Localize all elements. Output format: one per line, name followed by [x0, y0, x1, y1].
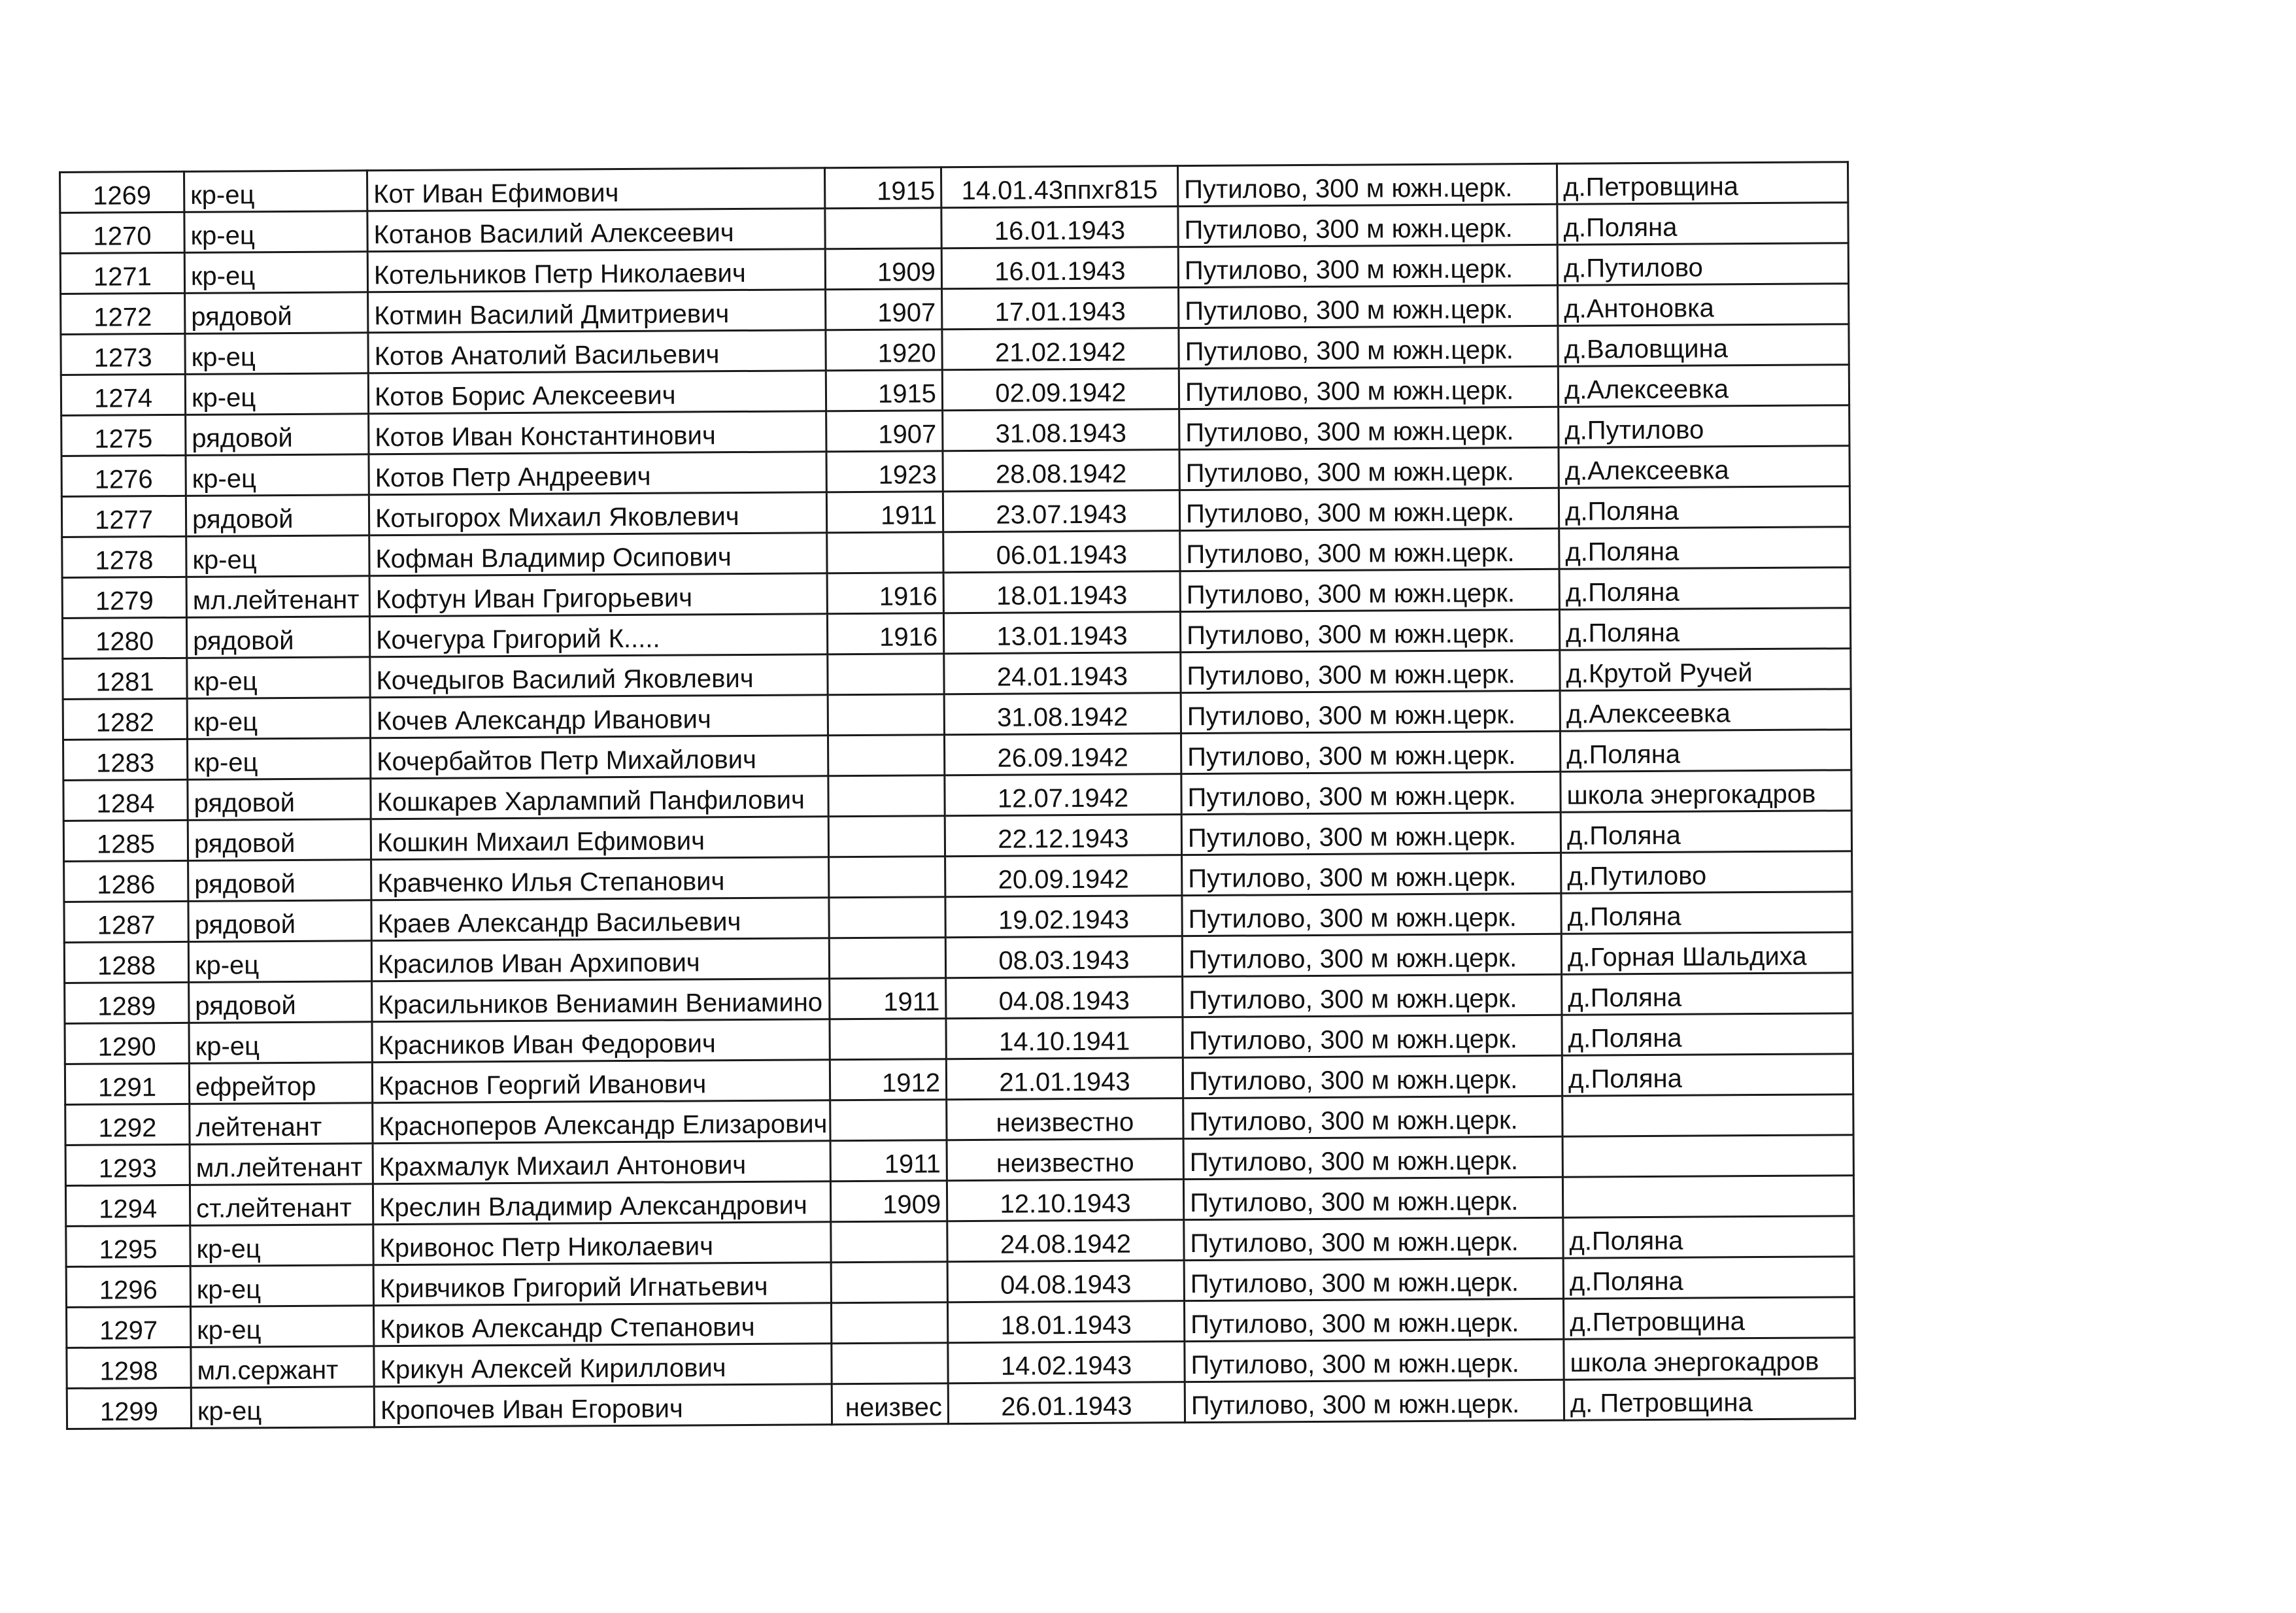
- record-number-cell: 1276: [61, 455, 186, 496]
- origin-place-cell: д.Алексеевка: [1558, 365, 1849, 407]
- full-name-cell: Кофман Владимир Осипович: [369, 533, 827, 576]
- military-rank-cell: рядовой: [185, 292, 368, 334]
- record-number-cell: 1278: [62, 536, 186, 577]
- death-date-cell: 23.07.1943: [943, 490, 1179, 532]
- military-rank-cell: лейтенант: [190, 1103, 373, 1145]
- full-name-cell: Креслин Владимир Александрович: [373, 1181, 830, 1225]
- origin-place-cell: [1562, 1176, 1853, 1218]
- birth-year-cell: [829, 938, 945, 979]
- birth-year-cell: 1916: [827, 573, 943, 614]
- burial-place-cell: Путилово, 300 м южн.церк.: [1183, 1015, 1562, 1057]
- record-number-cell: 1269: [60, 171, 184, 212]
- burial-place-cell: Путилово, 300 м южн.церк.: [1183, 1096, 1562, 1138]
- burial-place-cell: Путилово, 300 м южн.церк.: [1185, 1339, 1564, 1382]
- military-rank-cell: кр-ец: [191, 1306, 374, 1348]
- death-date-cell: неизвестно: [947, 1098, 1183, 1140]
- birth-year-cell: 1920: [826, 330, 942, 371]
- military-rank-cell: кр-ец: [184, 252, 367, 294]
- origin-place-cell: [1562, 1135, 1853, 1178]
- record-number-cell: 1289: [65, 982, 189, 1023]
- origin-place-cell: д.Поляна: [1559, 486, 1849, 529]
- death-date-cell: 24.08.1942: [947, 1220, 1184, 1262]
- birth-year-cell: [825, 208, 941, 249]
- record-number-cell: 1272: [61, 293, 185, 334]
- military-rank-cell: мл.лейтенант: [186, 576, 369, 618]
- death-date-cell: 26.09.1942: [944, 734, 1181, 775]
- birth-year-cell: [828, 654, 944, 695]
- origin-place-cell: д.Алексеевка: [1559, 446, 1849, 488]
- death-date-cell: 17.01.1943: [942, 288, 1179, 330]
- death-date-cell: 18.01.1943: [943, 571, 1180, 613]
- full-name-cell: Краснов Георгий Иванович: [372, 1060, 830, 1103]
- death-date-cell: 14.10.1941: [946, 1017, 1183, 1059]
- burial-place-cell: Путилово, 300 м южн.церк.: [1181, 690, 1560, 733]
- death-date-cell: 21.01.1943: [946, 1058, 1183, 1100]
- record-number-cell: 1293: [65, 1144, 190, 1185]
- origin-place-cell: [1562, 1095, 1853, 1137]
- burial-place-cell: Путилово, 300 м южн.церк.: [1180, 569, 1559, 611]
- full-name-cell: Кропочев Иван Егорович: [374, 1384, 832, 1427]
- birth-year-cell: [828, 816, 945, 857]
- death-date-cell: 14.02.1943: [948, 1342, 1185, 1384]
- record-number-cell: 1270: [60, 212, 184, 253]
- burial-place-cell: Путилово, 300 м южн.церк.: [1179, 326, 1558, 368]
- full-name-cell: Кочедыгов Василий Яковлевич: [370, 654, 828, 698]
- origin-place-cell: д.Путилово: [1561, 851, 1852, 894]
- burial-place-cell: Путилово, 300 м южн.церк.: [1182, 893, 1561, 936]
- military-rank-cell: кр-ец: [189, 1022, 372, 1064]
- origin-place-cell: д.Крутой Ручей: [1560, 649, 1851, 691]
- record-number-cell: 1296: [66, 1266, 190, 1307]
- military-rank-cell: рядовой: [188, 819, 371, 861]
- death-date-cell: 06.01.1943: [943, 531, 1180, 573]
- death-date-cell: 26.01.1943: [948, 1382, 1185, 1424]
- full-name-cell: Красников Иван Федорович: [372, 1019, 830, 1062]
- full-name-cell: Котельников Петр Николаевич: [367, 249, 825, 292]
- birth-year-cell: 1911: [830, 978, 946, 1019]
- burial-place-cell: Путилово, 300 м южн.церк.: [1179, 407, 1559, 449]
- document-sheet: [59, 161, 1856, 1430]
- burial-place-cell: Путилово, 300 м южн.церк.: [1184, 1258, 1563, 1300]
- birth-year-cell: 1915: [826, 370, 942, 411]
- record-number-cell: 1292: [65, 1104, 190, 1145]
- birth-year-cell: [831, 1262, 947, 1303]
- full-name-cell: Кочегура Григорий К.....: [369, 614, 827, 657]
- birth-year-cell: [829, 897, 945, 938]
- full-name-cell: Криков Александр Степанович: [373, 1303, 831, 1346]
- origin-place-cell: д.Горная Шальдиха: [1561, 932, 1852, 975]
- death-date-cell: 20.09.1942: [945, 855, 1182, 897]
- record-number-cell: 1291: [65, 1063, 189, 1104]
- military-rank-cell: ст.лейтенант: [190, 1184, 373, 1226]
- record-number-cell: 1280: [62, 617, 186, 658]
- record-number-cell: 1295: [66, 1225, 190, 1266]
- full-name-cell: Котыгорох Михаил Яковлевич: [369, 492, 826, 535]
- death-date-cell: 16.01.1943: [941, 207, 1178, 248]
- record-number-cell: 1274: [61, 374, 185, 415]
- full-name-cell: Котов Петр Андреевич: [369, 452, 826, 495]
- full-name-cell: Котов Иван Константинович: [369, 411, 826, 454]
- full-name-cell: Кошкин Михаил Ефимович: [371, 817, 828, 860]
- death-date-cell: 18.01.1943: [947, 1301, 1184, 1343]
- origin-place-cell: д.Валовщина: [1558, 324, 1849, 367]
- burial-place-cell: Путилово, 300 м южн.церк.: [1181, 772, 1561, 814]
- birth-year-cell: 1923: [826, 451, 943, 492]
- burial-place-cell: Путилово, 300 м южн.церк.: [1177, 163, 1557, 206]
- birth-year-cell: [830, 1100, 947, 1141]
- origin-place-cell: д.Поляна: [1563, 1257, 1854, 1299]
- military-rank-cell: мл.сержант: [191, 1346, 374, 1388]
- record-number-cell: 1288: [64, 942, 188, 983]
- burial-place-cell: Путилово, 300 м южн.церк.: [1183, 1136, 1562, 1179]
- military-rank-cell: кр-ец: [190, 1265, 373, 1307]
- birth-year-cell: 1911: [830, 1140, 947, 1181]
- birth-year-cell: 1907: [826, 411, 943, 452]
- origin-place-cell: д.Поляна: [1562, 973, 1853, 1015]
- record-number-cell: 1284: [63, 779, 188, 821]
- origin-place-cell: школа энергокадров: [1564, 1338, 1855, 1380]
- full-name-cell: Котов Борис Алексеевич: [368, 371, 826, 414]
- birth-year-cell: 1911: [826, 492, 943, 533]
- origin-place-cell: д.Путилово: [1559, 405, 1849, 448]
- full-name-cell: Котов Анатолий Васильевич: [368, 330, 826, 373]
- burial-place-cell: Путилово, 300 м южн.церк.: [1179, 488, 1559, 530]
- burial-place-cell: Путилово, 300 м южн.церк.: [1180, 528, 1559, 571]
- death-date-cell: 31.08.1942: [944, 693, 1181, 735]
- death-date-cell: неизвестно: [947, 1139, 1183, 1181]
- death-date-cell: 12.07.1942: [945, 774, 1181, 816]
- death-date-cell: 04.08.1943: [947, 1261, 1184, 1302]
- origin-place-cell: д.Петровщина: [1563, 1297, 1854, 1340]
- military-rank-cell: рядовой: [188, 900, 371, 942]
- burial-place-cell: Путилово, 300 м южн.церк.: [1181, 650, 1560, 692]
- burial-place-cell: Путилово, 300 м южн.церк.: [1185, 1380, 1564, 1422]
- origin-place-cell: д.Антоновка: [1558, 284, 1849, 326]
- record-number-cell: 1273: [61, 333, 185, 375]
- birth-year-cell: 1916: [827, 613, 943, 654]
- birth-year-cell: 1912: [830, 1059, 946, 1100]
- burial-place-cell: Путилово, 300 м южн.церк.: [1179, 447, 1559, 490]
- full-name-cell: Красилов Иван Архипович: [371, 938, 829, 981]
- full-name-cell: Крикун Алексей Кириллович: [374, 1344, 832, 1387]
- military-rank-cell: кр-ец: [184, 211, 367, 253]
- full-name-cell: Кривонос Петр Николаевич: [373, 1222, 831, 1265]
- origin-place-cell: д.Алексеевка: [1560, 689, 1851, 732]
- burial-place-cell: Путилово, 300 м южн.церк.: [1183, 1055, 1562, 1098]
- death-date-cell: 19.02.1943: [945, 896, 1182, 938]
- death-date-cell: 22.12.1943: [945, 815, 1181, 857]
- record-number-cell: 1298: [67, 1347, 191, 1388]
- record-number-cell: 1271: [60, 252, 184, 294]
- military-rank-cell: кр-ец: [187, 657, 370, 699]
- origin-place-cell: д.Поляна: [1559, 527, 1850, 569]
- birth-year-cell: 1909: [825, 248, 941, 290]
- birth-year-cell: [832, 1343, 948, 1384]
- military-rank-cell: кр-ец: [188, 738, 371, 780]
- birth-year-cell: [827, 532, 943, 573]
- record-number-cell: 1282: [63, 698, 187, 739]
- burial-place-cell: Путилово, 300 м южн.церк.: [1181, 731, 1560, 773]
- military-rank-cell: кр-ец: [184, 171, 367, 212]
- burial-place-cell: Путилово, 300 м южн.церк.: [1180, 609, 1559, 652]
- death-date-cell: 13.01.1943: [943, 612, 1180, 654]
- origin-place-cell: д.Поляна: [1562, 1054, 1853, 1096]
- record-number-cell: 1275: [61, 415, 186, 456]
- record-number-cell: 1285: [63, 820, 188, 861]
- burial-place-cell: Путилово, 300 м южн.церк.: [1184, 1217, 1563, 1260]
- burial-place-cell: Путилово, 300 м южн.церк.: [1179, 366, 1558, 409]
- burial-place-cell: Путилово, 300 м южн.церк.: [1178, 204, 1557, 246]
- military-rank-cell: рядовой: [186, 617, 369, 658]
- origin-place-cell: д.Поляна: [1559, 608, 1850, 651]
- birth-year-cell: [831, 1221, 947, 1263]
- military-rank-cell: кр-ец: [187, 698, 370, 739]
- record-number-cell: 1299: [67, 1387, 191, 1429]
- military-rank-cell: рядовой: [188, 860, 371, 902]
- military-rank-cell: кр-ец: [185, 373, 368, 415]
- birth-year-cell: [829, 857, 945, 898]
- death-date-cell: 04.08.1943: [946, 977, 1183, 1019]
- full-name-cell: Кошкарев Харлампий Панфилович: [371, 776, 828, 819]
- record-number-cell: 1294: [65, 1185, 190, 1226]
- origin-place-cell: д.Поляна: [1559, 568, 1850, 610]
- military-rank-cell: кр-ец: [191, 1387, 374, 1429]
- origin-place-cell: д.Поляна: [1557, 203, 1848, 245]
- birth-year-cell: 1907: [826, 289, 942, 330]
- origin-place-cell: д. Петровщина: [1564, 1378, 1855, 1421]
- burial-place-cell: Путилово, 300 м южн.церк.: [1183, 1177, 1562, 1219]
- register-table: [59, 161, 1856, 1430]
- full-name-cell: Кравченко Илья Степанович: [371, 857, 829, 900]
- record-number-cell: 1286: [64, 860, 188, 902]
- record-number-cell: 1290: [65, 1023, 189, 1064]
- full-name-cell: Кофтун Иван Григорьевич: [369, 573, 827, 617]
- full-name-cell: Красильников Вениамин Вениамино: [372, 979, 830, 1022]
- origin-place-cell: д.Поляна: [1563, 1216, 1854, 1259]
- full-name-cell: Красноперов Александр Елизарович: [373, 1100, 830, 1144]
- burial-place-cell: Путилово, 300 м южн.церк.: [1181, 812, 1561, 855]
- record-number-cell: 1297: [67, 1306, 191, 1348]
- record-number-cell: 1279: [62, 577, 186, 618]
- record-number-cell: 1287: [64, 901, 188, 942]
- full-name-cell: Кочербайтов Петр Михайлович: [371, 736, 828, 779]
- military-rank-cell: кр-ец: [190, 1225, 373, 1266]
- military-rank-cell: рядовой: [186, 495, 369, 537]
- origin-place-cell: д.Петровщина: [1557, 162, 1848, 205]
- burial-place-cell: Путилово, 300 м южн.церк.: [1183, 974, 1562, 1017]
- military-rank-cell: ефрейтор: [189, 1062, 372, 1104]
- military-rank-cell: мл.лейтенант: [190, 1144, 373, 1185]
- origin-place-cell: д.Поляна: [1561, 892, 1852, 934]
- record-number-cell: 1283: [63, 739, 188, 780]
- full-name-cell: Котмин Василий Дмитриевич: [368, 290, 826, 333]
- birth-year-cell: [830, 1019, 946, 1060]
- burial-place-cell: Путилово, 300 м южн.церк.: [1182, 934, 1561, 976]
- military-rank-cell: кр-ец: [186, 535, 369, 577]
- full-name-cell: Кот Иван Ефимович: [367, 168, 825, 211]
- military-rank-cell: кр-ец: [186, 454, 369, 496]
- death-date-cell: 02.09.1942: [942, 369, 1179, 411]
- death-date-cell: 31.08.1943: [943, 409, 1179, 451]
- origin-place-cell: школа энергокадров: [1561, 770, 1851, 813]
- death-date-cell: 24.01.1943: [944, 653, 1181, 694]
- death-date-cell: 21.02.1942: [942, 328, 1179, 370]
- full-name-cell: Кривчиков Григорий Игнатьевич: [373, 1263, 831, 1306]
- record-number-cell: 1277: [61, 496, 186, 537]
- birth-year-cell: [828, 735, 944, 776]
- full-name-cell: Котанов Василий Алексеевич: [367, 209, 825, 252]
- military-rank-cell: кр-ец: [185, 333, 368, 375]
- death-date-cell: 12.10.1943: [947, 1180, 1183, 1221]
- register-body: [60, 162, 1855, 1429]
- birth-year-cell: [828, 694, 944, 736]
- military-rank-cell: кр-ец: [188, 941, 371, 983]
- military-rank-cell: рядовой: [186, 414, 369, 456]
- birth-year-cell: неизвес: [832, 1384, 948, 1425]
- origin-place-cell: д.Поляна: [1561, 811, 1851, 853]
- birth-year-cell: [831, 1302, 947, 1344]
- birth-year-cell: [828, 775, 945, 817]
- death-date-cell: 08.03.1943: [945, 936, 1182, 978]
- military-rank-cell: рядовой: [188, 779, 371, 821]
- death-date-cell: 14.01.43ппхг815: [941, 166, 1177, 208]
- birth-year-cell: 1915: [824, 167, 941, 209]
- military-rank-cell: рядовой: [189, 981, 372, 1023]
- origin-place-cell: д.Путилово: [1557, 243, 1848, 286]
- record-number-cell: 1281: [63, 658, 187, 699]
- death-date-cell: 28.08.1942: [943, 450, 1179, 492]
- burial-place-cell: Путилово, 300 м южн.церк.: [1179, 285, 1558, 328]
- origin-place-cell: д.Поляна: [1562, 1013, 1853, 1056]
- death-date-cell: 16.01.1943: [941, 247, 1178, 289]
- full-name-cell: Крахмалук Михаил Антонович: [373, 1141, 830, 1184]
- birth-year-cell: 1909: [830, 1181, 947, 1222]
- full-name-cell: Кочев Александр Иванович: [370, 695, 828, 738]
- burial-place-cell: Путилово, 300 м южн.церк.: [1182, 853, 1561, 895]
- origin-place-cell: д.Поляна: [1560, 730, 1851, 772]
- burial-place-cell: Путилово, 300 м южн.церк.: [1178, 245, 1557, 287]
- burial-place-cell: Путилово, 300 м южн.церк.: [1184, 1299, 1563, 1341]
- full-name-cell: Краев Александр Васильевич: [371, 898, 829, 941]
